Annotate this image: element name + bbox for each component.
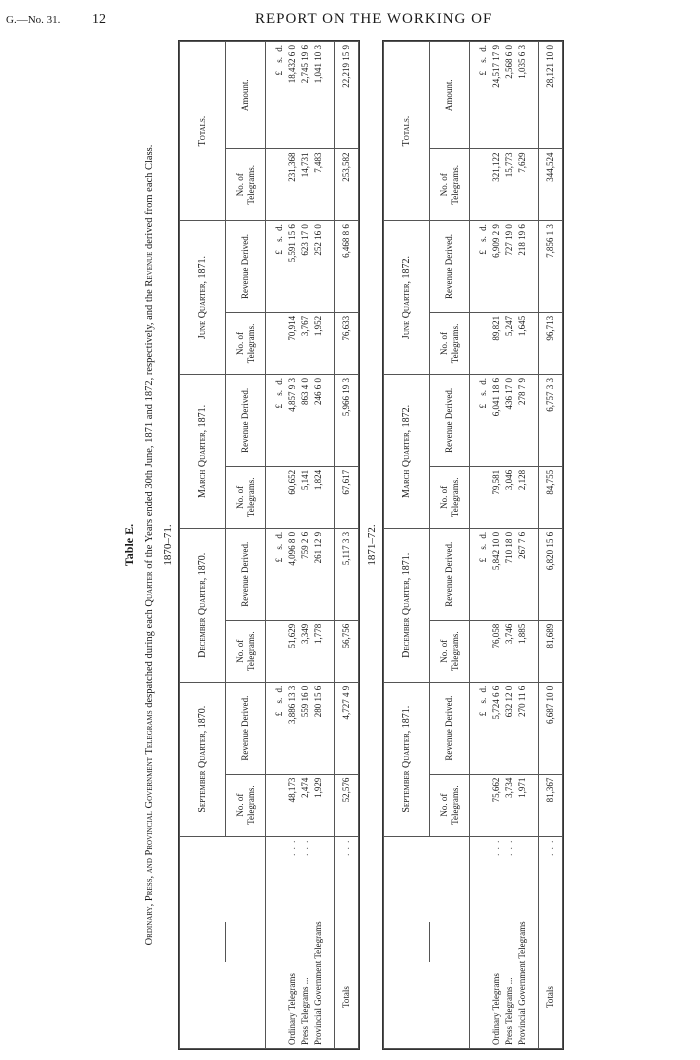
revenue-subheader: Revenue Derived. <box>430 221 470 313</box>
count-subheader: No. of Telegrams. <box>226 620 266 682</box>
total-revenue-cell: 6,757 3 3 <box>539 374 563 466</box>
telegram-count-cell: 5,141 <box>299 466 312 528</box>
revenue-cell: 863 4 0 <box>299 374 312 466</box>
count-subheader: No. of Telegrams. <box>430 149 470 221</box>
revenue-cell: 1,035 6 3 <box>516 42 539 149</box>
currency-units: £s.d. <box>470 528 491 620</box>
total-revenue-cell: 28,121 10 0 <box>539 42 563 149</box>
amount-subheader: Amount. <box>226 42 266 149</box>
telegram-count-cell: 231,368 <box>286 149 299 221</box>
currency-units: £s.d. <box>266 221 287 313</box>
unit-row-blank <box>266 774 287 836</box>
revenue-subheader: Revenue Derived. <box>226 528 266 620</box>
total-count-cell: 76,633 <box>335 312 359 374</box>
telegram-count-cell: 3,349 <box>299 620 312 682</box>
year-label: 1871–72. <box>366 524 378 566</box>
count-subheader: No. of Telegrams. <box>226 312 266 374</box>
telegram-count-cell: 1,929 <box>312 774 335 836</box>
total-revenue-cell: 7,856 1 3 <box>539 221 563 313</box>
revenue-cell: 559 16 0 <box>299 682 312 774</box>
unit-row-blank <box>470 466 491 528</box>
stub-header <box>384 836 470 1048</box>
telegram-count-cell: 70,914 <box>286 312 299 374</box>
telegram-count-cell: 75,662 <box>490 774 503 836</box>
totals-row <box>335 42 359 1049</box>
revenue-cell: 4,096 8 0 <box>286 528 299 620</box>
revenue-cell: 623 17 0 <box>299 221 312 313</box>
unit-row-blank <box>470 149 491 221</box>
telegram-count-cell: 3,734 <box>503 774 516 836</box>
stub-header <box>180 836 266 1048</box>
count-subheader: No. of Telegrams. <box>430 620 470 682</box>
quarter-header: December Quarter, 1871. <box>384 528 430 682</box>
telegram-count-cell: 321,122 <box>490 149 503 221</box>
revenue-cell: 5,724 6 6 <box>490 682 503 774</box>
total-count-cell: 344,524 <box>539 149 563 221</box>
revenue-cell: 24,517 17 9 <box>490 42 503 149</box>
quarterly-table <box>382 40 564 1050</box>
currency-units: £s.d. <box>470 374 491 466</box>
telegram-count-cell: 51,629 <box>286 620 299 682</box>
table-description: Ordinary, Press, and Provincial Government Telegrams despatched during each Quarter of the Years ended 30th June, 1871 and 1872, respectively, and the Revenue derived from each Class. <box>144 144 155 946</box>
revenue-subheader: Revenue Derived. <box>430 682 470 774</box>
row-label: Ordinary Telegrams . . . <box>490 836 503 1048</box>
year-label: 1870–71. <box>162 524 174 566</box>
telegram-count-cell: 1,952 <box>312 312 335 374</box>
revenue-cell: 6,041 18 6 <box>490 374 503 466</box>
telegram-count-cell: 1,824 <box>312 466 335 528</box>
unit-row-stub <box>470 836 491 1048</box>
telegram-count-cell: 1,971 <box>516 774 539 836</box>
telegram-count-cell: 2,474 <box>299 774 312 836</box>
revenue-cell: 5,591 15 6 <box>286 221 299 313</box>
quarter-header: June Quarter, 1872. <box>384 221 430 375</box>
totals-header: Totals. <box>384 42 430 221</box>
table-row <box>312 42 335 1049</box>
revenue-cell: 2,568 6 0 <box>503 42 516 149</box>
row-label: Press Telegrams ... . . . <box>503 836 516 1048</box>
revenue-cell: 18,432 6 0 <box>286 42 299 149</box>
unit-row-blank <box>266 312 287 374</box>
unit-row-blank <box>266 620 287 682</box>
quarterly-table <box>178 40 360 1050</box>
quarter-header: March Quarter, 1871. <box>180 374 226 528</box>
telegram-count-cell: 1,885 <box>516 620 539 682</box>
total-count-cell: 67,617 <box>335 466 359 528</box>
table-title: Table E. <box>122 523 136 567</box>
unit-row-blank <box>470 312 491 374</box>
telegram-count-cell: 3,046 <box>503 466 516 528</box>
total-revenue-cell: 5,966 19 3 <box>335 374 359 466</box>
table-row <box>516 42 539 1049</box>
rotated-table-page <box>120 40 690 1050</box>
currency-units: £s.d. <box>266 528 287 620</box>
total-count-cell: 56,756 <box>335 620 359 682</box>
unit-row-blank <box>266 466 287 528</box>
totals-label: Totals . . . <box>539 836 563 1048</box>
revenue-cell: 261 12 9 <box>312 528 335 620</box>
revenue-cell: 218 19 6 <box>516 221 539 313</box>
telegram-count-cell: 2,128 <box>516 466 539 528</box>
total-count-cell: 81,689 <box>539 620 563 682</box>
revenue-cell: 3,886 13 3 <box>286 682 299 774</box>
count-subheader: No. of Telegrams. <box>430 466 470 528</box>
total-count-cell: 253,582 <box>335 149 359 221</box>
amount-subheader: Amount. <box>430 42 470 149</box>
revenue-cell: 6,909 2 9 <box>490 221 503 313</box>
table-row <box>299 42 312 1049</box>
telegram-count-cell: 7,483 <box>312 149 335 221</box>
revenue-cell: 5,842 10 0 <box>490 528 503 620</box>
row-label: Provincial Government Telegrams <box>312 836 335 1048</box>
quarter-header: September Quarter, 1871. <box>384 682 430 836</box>
row-label: Press Telegrams ... . . . <box>299 836 312 1048</box>
currency-units: £s.d. <box>266 42 287 149</box>
document-code: G.—No. 31. <box>6 14 61 26</box>
currency-units: £s.d. <box>266 682 287 774</box>
quarter-header: December Quarter, 1870. <box>180 528 226 682</box>
telegram-count-cell: 1,778 <box>312 620 335 682</box>
total-revenue-cell: 6,820 15 6 <box>539 528 563 620</box>
currency-units: £s.d. <box>470 682 491 774</box>
revenue-cell: 710 18 0 <box>503 528 516 620</box>
revenue-subheader: Revenue Derived. <box>430 528 470 620</box>
revenue-cell: 270 11 6 <box>516 682 539 774</box>
count-subheader: No. of Telegrams. <box>430 774 470 836</box>
table-row <box>286 42 299 1049</box>
revenue-cell: 267 7 6 <box>516 528 539 620</box>
table-caption <box>122 40 156 1050</box>
unit-row-blank <box>470 774 491 836</box>
revenue-cell: 252 16 0 <box>312 221 335 313</box>
count-subheader: No. of Telegrams. <box>226 149 266 221</box>
telegram-count-cell: 48,173 <box>286 774 299 836</box>
total-count-cell: 96,713 <box>539 312 563 374</box>
telegram-count-cell: 3,746 <box>503 620 516 682</box>
revenue-cell: 4,857 9 3 <box>286 374 299 466</box>
total-revenue-cell: 5,117 3 3 <box>335 528 359 620</box>
revenue-subheader: Revenue Derived. <box>430 374 470 466</box>
count-subheader: No. of Telegrams. <box>430 312 470 374</box>
revenue-cell: 632 12 0 <box>503 682 516 774</box>
total-revenue-cell: 4,727 4 9 <box>335 682 359 774</box>
revenue-cell: 246 6 0 <box>312 374 335 466</box>
total-count-cell: 81,367 <box>539 774 563 836</box>
currency-units: £s.d. <box>470 42 491 149</box>
total-count-cell: 84,755 <box>539 466 563 528</box>
count-subheader: No. of Telegrams. <box>226 774 266 836</box>
telegram-count-cell: 60,652 <box>286 466 299 528</box>
telegram-count-cell: 14,731 <box>299 149 312 221</box>
totals-row <box>539 42 563 1049</box>
quarter-header: June Quarter, 1871. <box>180 221 226 375</box>
revenue-subheader: Revenue Derived. <box>226 221 266 313</box>
telegram-count-cell: 79,581 <box>490 466 503 528</box>
telegram-count-cell: 15,773 <box>503 149 516 221</box>
revenue-cell: 759 2 6 <box>299 528 312 620</box>
table-row <box>490 42 503 1049</box>
currency-units: £s.d. <box>266 374 287 466</box>
total-revenue-cell: 22,219 15 9 <box>335 42 359 149</box>
revenue-cell: 280 15 6 <box>312 682 335 774</box>
revenue-subheader: Revenue Derived. <box>226 374 266 466</box>
unit-row-blank <box>266 149 287 221</box>
revenue-cell: 436 17 0 <box>503 374 516 466</box>
revenue-cell: 1,041 10 3 <box>312 42 335 149</box>
running-title: REPORT ON THE WORKING OF <box>255 11 493 27</box>
totals-label: Totals . . . <box>335 836 359 1048</box>
row-label: Provincial Government Telegrams <box>516 836 539 1048</box>
revenue-cell: 278 7 9 <box>516 374 539 466</box>
quarter-header: September Quarter, 1870. <box>180 682 226 836</box>
total-revenue-cell: 6,687 10 0 <box>539 682 563 774</box>
telegram-count-cell: 3,767 <box>299 312 312 374</box>
unit-row-blank <box>470 620 491 682</box>
telegram-count-cell: 89,821 <box>490 312 503 374</box>
totals-header: Totals. <box>180 42 226 221</box>
revenue-subheader: Revenue Derived. <box>226 682 266 774</box>
revenue-cell: 2,745 19 6 <box>299 42 312 149</box>
revenue-cell: 727 19 0 <box>503 221 516 313</box>
table-blocks <box>162 40 564 1050</box>
page-number: 12 <box>92 12 106 27</box>
telegram-count-cell: 1,645 <box>516 312 539 374</box>
telegram-count-cell: 5,247 <box>503 312 516 374</box>
currency-units: £s.d. <box>470 221 491 313</box>
quarter-header: March Quarter, 1872. <box>384 374 430 528</box>
unit-row-stub <box>266 836 287 1048</box>
telegram-count-cell: 7,629 <box>516 149 539 221</box>
total-count-cell: 52,576 <box>335 774 359 836</box>
table-row <box>503 42 516 1049</box>
telegram-count-cell: 76,058 <box>490 620 503 682</box>
total-revenue-cell: 6,468 8 6 <box>335 221 359 313</box>
count-subheader: No. of Telegrams. <box>226 466 266 528</box>
row-label: Ordinary Telegrams . . . <box>286 836 299 1048</box>
